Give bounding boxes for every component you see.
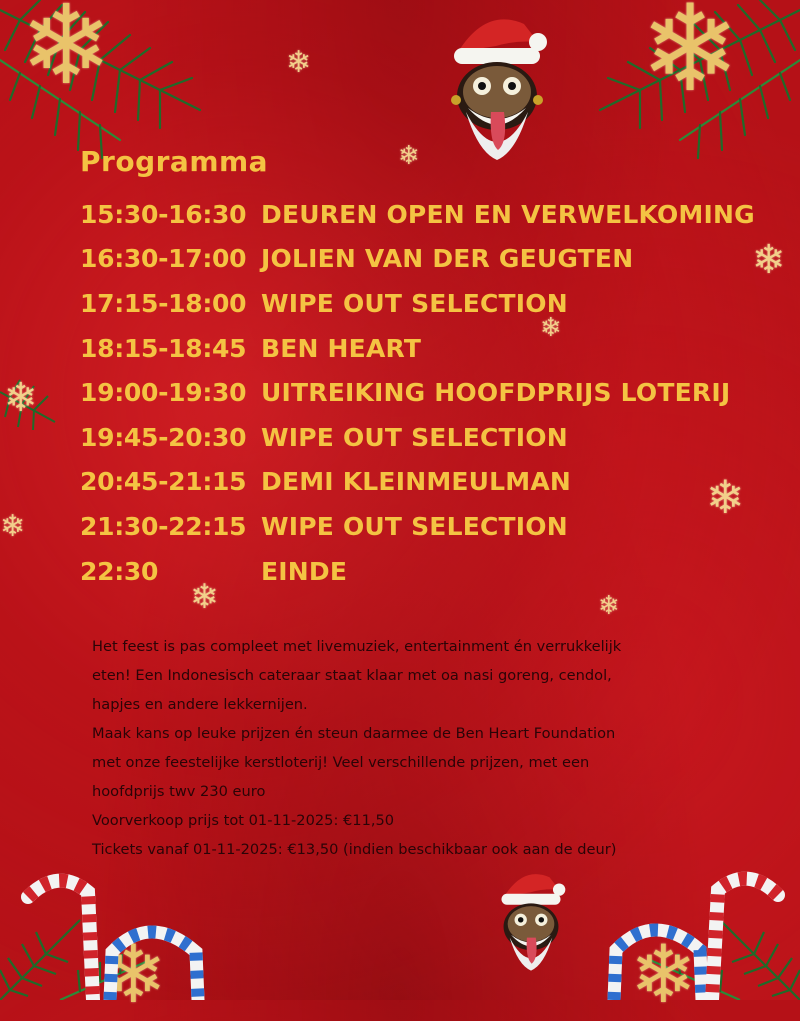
schedule-row xyxy=(80,460,755,505)
snowflake-icon: ❄ xyxy=(398,141,420,171)
candy-cane-icon xyxy=(100,912,210,1000)
description-line: Voorverkoop prijs tot 01-11-2025: €11,50 xyxy=(92,812,395,829)
snowflake-icon: ❄ xyxy=(706,470,745,524)
schedule-act: BEN HEART xyxy=(261,333,422,363)
schedule-row xyxy=(80,281,755,326)
schedule-time: 17:15-18:00 xyxy=(80,288,247,318)
schedule-row xyxy=(80,549,755,594)
schedule-row xyxy=(80,415,755,460)
snowflake-icon: ❄ xyxy=(640,0,741,119)
snowflake-icon: ❄ xyxy=(0,509,26,544)
page-title: Programma xyxy=(80,145,269,178)
santa-mask-icon xyxy=(446,12,548,162)
schedule-row xyxy=(80,370,755,415)
schedule-act: WIPE OUT SELECTION xyxy=(261,511,568,541)
schedule-row xyxy=(80,192,755,237)
snowflake-icon: ❄ xyxy=(4,375,38,421)
schedule-time: 18:15-18:45 xyxy=(80,333,247,363)
description-line: hapjes en andere lekkernijen. xyxy=(92,696,308,713)
description-line: eten! Een Indonesisch cateraar staat klaar met oa nasi goreng, cendol, xyxy=(92,667,612,684)
description-line: Het feest is pas compleet met livemuziek, entertainment én verrukkelijk xyxy=(92,638,622,655)
schedule-row xyxy=(80,504,755,549)
description-line: Tickets vanaf 01-11-2025: €13,50 (indien beschikbaar ook aan de deur) xyxy=(92,841,617,858)
schedule-row xyxy=(80,237,755,282)
description-line: hoofdprijs twv 230 euro xyxy=(92,783,266,800)
snowflake-icon: ❄ xyxy=(286,45,312,80)
description-line: Maak kans op leuke prijzen én steun daarmee de Ben Heart Foundation xyxy=(92,725,616,742)
schedule-act: WIPE OUT SELECTION xyxy=(261,288,568,318)
description-line: met onze feestelijke kerstloterij! Veel verschillende prijzen, met een xyxy=(92,754,590,771)
schedule-list xyxy=(80,192,755,593)
santa-mask-icon xyxy=(496,868,566,973)
schedule-act: DEMI KLEINMEULMAN xyxy=(261,467,572,497)
schedule-row xyxy=(80,326,755,371)
snowflake-icon: ❄ xyxy=(630,928,698,1021)
snowflake-icon: ❄ xyxy=(540,313,562,343)
schedule-time: 19:00-19:30 xyxy=(80,378,247,408)
schedule-time: 16:30-17:00 xyxy=(80,244,247,274)
schedule-time: 15:30-16:30 xyxy=(80,199,247,229)
snowflake-icon: ❄ xyxy=(190,577,219,617)
snowflake-icon: ❄ xyxy=(752,237,786,283)
schedule-time: 19:45-20:30 xyxy=(80,422,247,452)
snowflake-icon: ❄ xyxy=(20,0,113,109)
schedule-time: 22:30 xyxy=(80,556,159,586)
schedule-act: JOLIEN VAN DER GEUGTEN xyxy=(261,244,634,274)
schedule-act: EINDE xyxy=(261,556,348,586)
schedule-time: 20:45-21:15 xyxy=(80,467,247,497)
schedule-act: DEUREN OPEN EN VERWELKOMING xyxy=(261,199,755,229)
candy-cane-icon xyxy=(696,870,788,1000)
snowflake-icon: ❄ xyxy=(100,928,168,1021)
event-description xyxy=(92,632,732,864)
schedule-act: UITREIKING HOOFDPRIJS LOTERIJ xyxy=(261,378,731,408)
snowflake-icon: ❄ xyxy=(598,591,620,621)
candy-cane-icon xyxy=(18,872,108,1000)
schedule-act: WIPE OUT SELECTION xyxy=(261,422,568,452)
schedule-time: 21:30-22:15 xyxy=(80,511,247,541)
